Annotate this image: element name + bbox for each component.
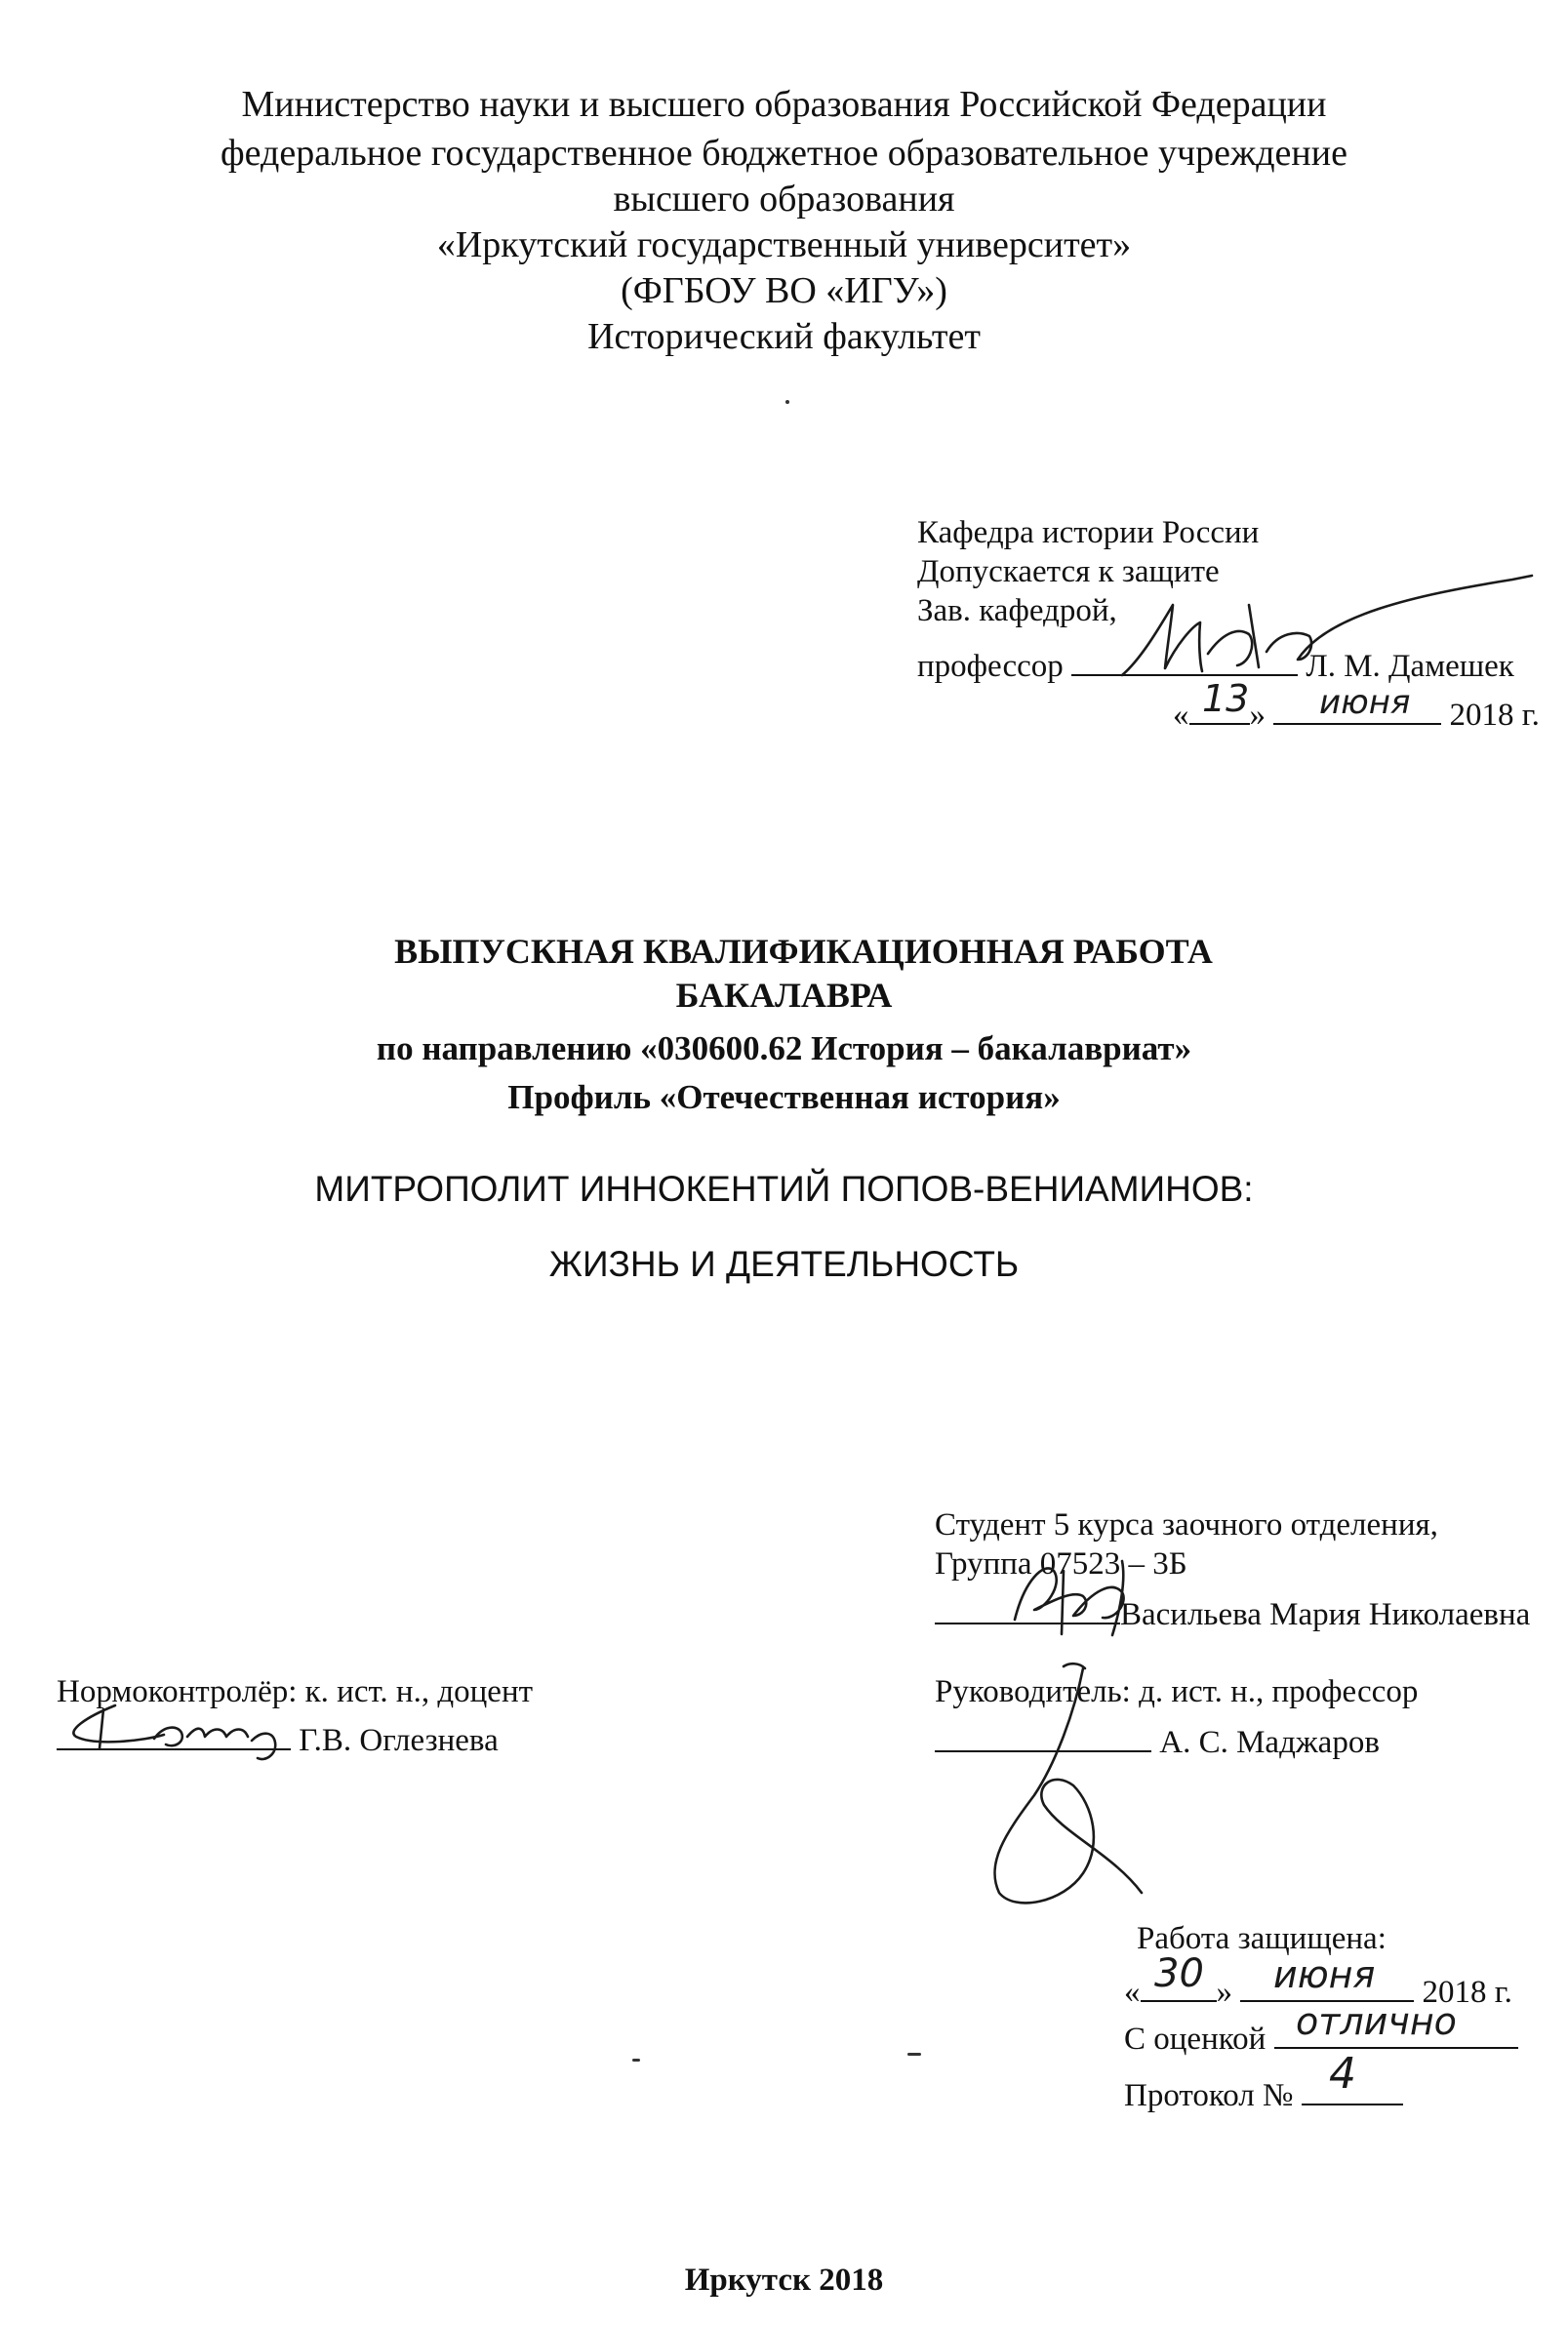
position-label: профессор <box>917 649 1064 684</box>
department-label: Кафедра истории России <box>917 515 1260 550</box>
defense-month-handwritten: июня <box>1273 1953 1376 1996</box>
city-year: Иркутск 2018 <box>684 2263 884 2298</box>
work-type-line1: ВЫПУСКНАЯ КВАЛИФИКАЦИОННАЯ РАБОТА <box>394 932 1213 971</box>
supervisor-name: А. С. Маджаров <box>1159 1725 1380 1760</box>
date-close-quote: » <box>1249 698 1266 733</box>
supervisor-signature-drawing <box>976 1659 1171 1912</box>
ministry-line: Министерство науки и высшего образования Российской Федерации <box>241 84 1327 125</box>
defense-year: 2018 г. <box>1422 1975 1512 2010</box>
university-line: «Иркутский государственный университет» <box>436 224 1132 265</box>
head-title-label: Зав. кафедрой, <box>917 593 1117 628</box>
scan-speck <box>907 2053 921 2056</box>
thesis-title-line1: МИТРОПОЛИТ ИННОКЕНТИЙ ПОПОВ-ВЕНИАМИНОВ: <box>314 1169 1254 1209</box>
faculty-line: Исторический факультет <box>587 316 981 357</box>
defense-date-open-quote: « <box>1124 1975 1141 2010</box>
approval-day-handwritten: 13 <box>1202 677 1250 720</box>
scan-speck <box>785 400 789 404</box>
student-signature-drawing <box>1005 1542 1151 1639</box>
admitted-label: Допускается к защите <box>917 554 1220 589</box>
defense-label: Работа защищена: <box>1137 1921 1387 1956</box>
defense-day-handwritten: 30 <box>1154 1951 1204 1996</box>
head-name: Л. М. Дамешек <box>1306 649 1514 684</box>
grade-handwritten: отлично <box>1296 2000 1457 2043</box>
scan-speck <box>632 2059 640 2062</box>
abbreviation-line: (ФГБОУ ВО «ИГУ») <box>621 270 947 311</box>
thesis-title-line2: ЖИЗНЬ И ДЕЯТЕЛЬНОСТЬ <box>548 1244 1020 1284</box>
student-name: Васильева Мария Николаевна <box>1120 1597 1531 1632</box>
normcontrol-label: Нормоконтролёр: к. ист. н., доцент <box>57 1674 534 1709</box>
protocol-number-handwritten: 4 <box>1329 2049 1356 2099</box>
profile-line: Профиль «Отечественная история» <box>507 1078 1061 1116</box>
defense-date-close-quote: » <box>1216 1975 1232 2010</box>
approval-month-handwritten: июня <box>1319 683 1411 722</box>
date-open-quote: « <box>1173 698 1189 733</box>
normcontrol-signature-drawing <box>57 1698 301 1766</box>
education-level-line: высшего образования <box>613 179 955 220</box>
protocol-line <box>1124 2068 1403 2115</box>
institution-type-line: федеральное государственное бюджетное образовательное учреждение <box>221 133 1347 174</box>
student-course: Студент 5 курса заочного отделения, <box>935 1507 1438 1543</box>
work-type-line2: БАКАЛАВРА <box>675 976 893 1015</box>
date-year: 2018 г. <box>1449 698 1540 733</box>
normcontrol-name: Г.В. Оглезнева <box>299 1723 499 1758</box>
student-group: Группа 07523 – 3Б <box>935 1546 1187 1582</box>
grade-label: С оценкой <box>1124 2022 1266 2057</box>
head-signature-drawing <box>1103 566 1542 683</box>
protocol-label: Протокол № <box>1124 2078 1294 2113</box>
supervisor-label: Руководитель: д. ист. н., профессор <box>935 1674 1419 1709</box>
direction-line: по направлению «030600.62 История – бакалавриат» <box>376 1029 1192 1067</box>
